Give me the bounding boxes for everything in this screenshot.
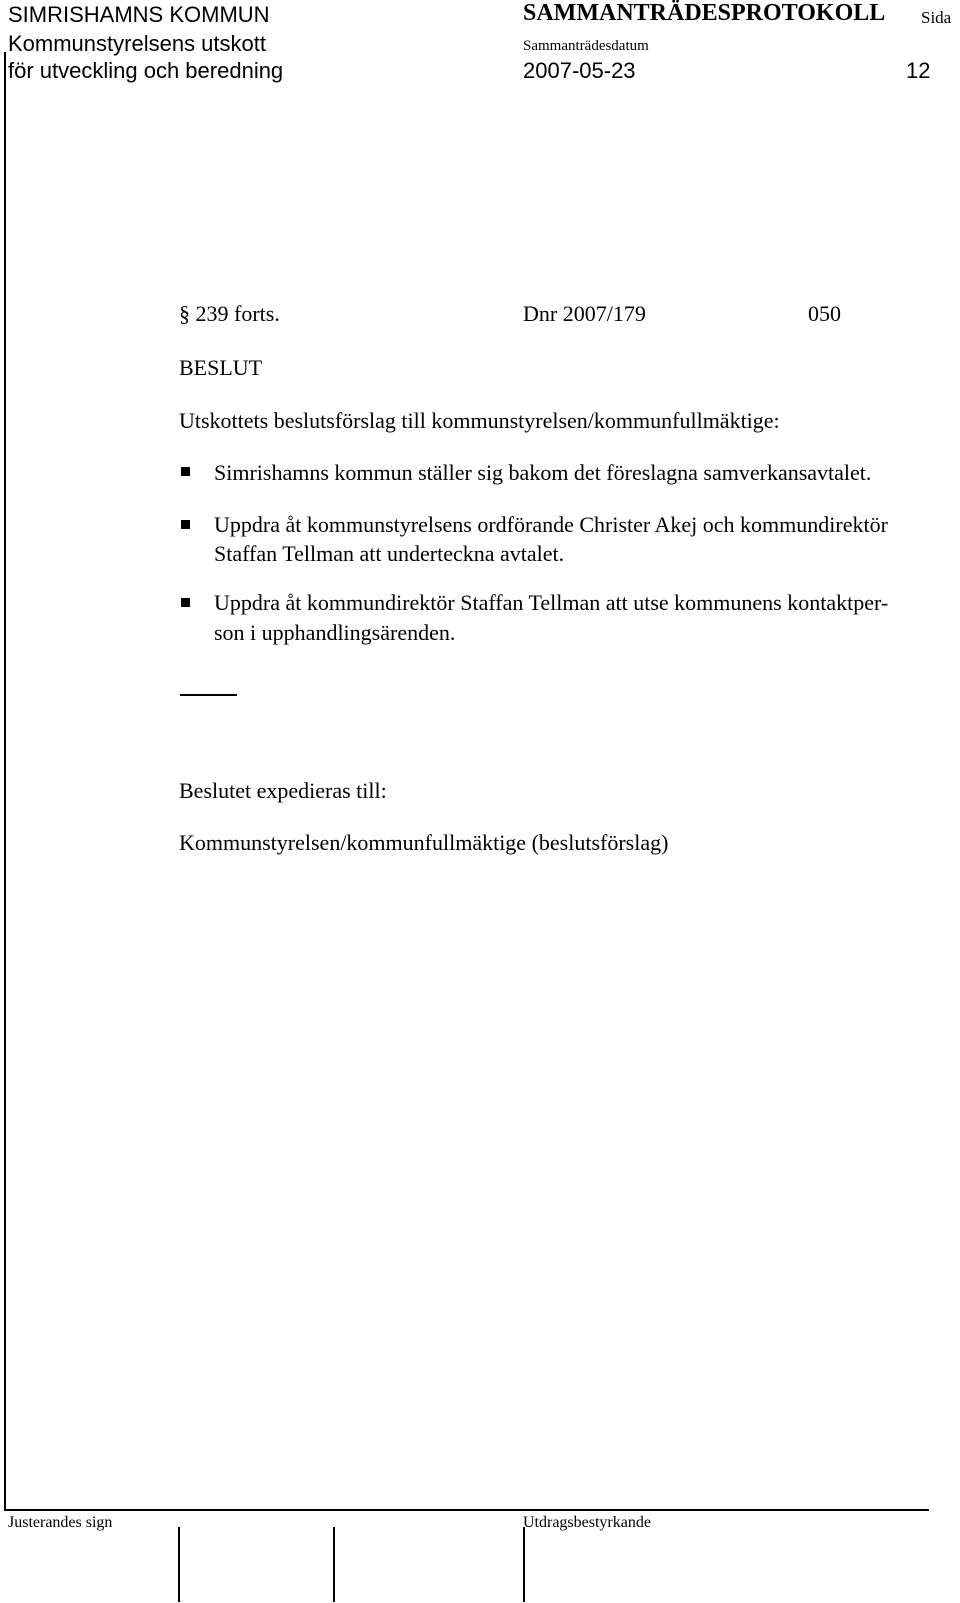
page-frame-left-border [4, 52, 6, 1510]
decision-item-line: Staffan Tellman att underteckna avtalet. [214, 541, 565, 566]
committee-name-line1: Kommunstyrelsens utskott [8, 31, 266, 56]
decision-intro: Utskottets beslutsförslag till kommunstyrelsen/kommunfullmäktige: [179, 408, 780, 433]
decision-item-line: son i upphandlingsärenden. [214, 620, 456, 645]
bullet-square-icon [181, 520, 190, 529]
municipality-name: SIMRISHAMNS KOMMUN [8, 2, 270, 27]
decision-item-line: Uppdra åt kommunstyrelsens ordförande Christer Akej och kommundirektör [214, 512, 888, 537]
decision-heading: BESLUT [179, 355, 263, 380]
justerandes-sign-label: Justerandes sign [8, 1514, 113, 1531]
meeting-date: 2007-05-23 [523, 58, 636, 83]
distribution-label: Beslutet expedieras till: [179, 778, 387, 803]
decision-item-line: Uppdra åt kommundirektör Staffan Tellman att utse kommunens kontaktper- [214, 590, 889, 615]
page-label: Sida [921, 8, 952, 27]
utdragsbestyrkande-label: Utdragsbestyrkande [523, 1514, 651, 1531]
paragraph-reference: § 239 forts. [179, 301, 280, 326]
signature-box-divider [178, 1527, 180, 1602]
section-end-rule [180, 694, 237, 696]
footer-divider [4, 1509, 929, 1511]
document-type-title: SAMMANTRÄDESPROTOKOLL [523, 0, 886, 26]
decision-item-line: Simrishamns kommun ställer sig bakom det föreslagna samverkansavtalet. [214, 460, 872, 485]
bullet-square-icon [181, 467, 190, 476]
meeting-date-label: Sammanträdesdatum [523, 38, 649, 54]
committee-name-line2: för utveckling och beredning [8, 58, 284, 83]
page-number: 12 [906, 58, 931, 83]
classification-code: 050 [808, 301, 841, 326]
bullet-square-icon [181, 598, 190, 607]
signature-box-divider [333, 1527, 335, 1602]
distribution-recipient: Kommunstyrelsen/kommunfullmäktige (beslutsförslag) [179, 830, 669, 855]
signature-box-divider [523, 1527, 525, 1602]
diary-number: Dnr 2007/179 [523, 301, 646, 326]
